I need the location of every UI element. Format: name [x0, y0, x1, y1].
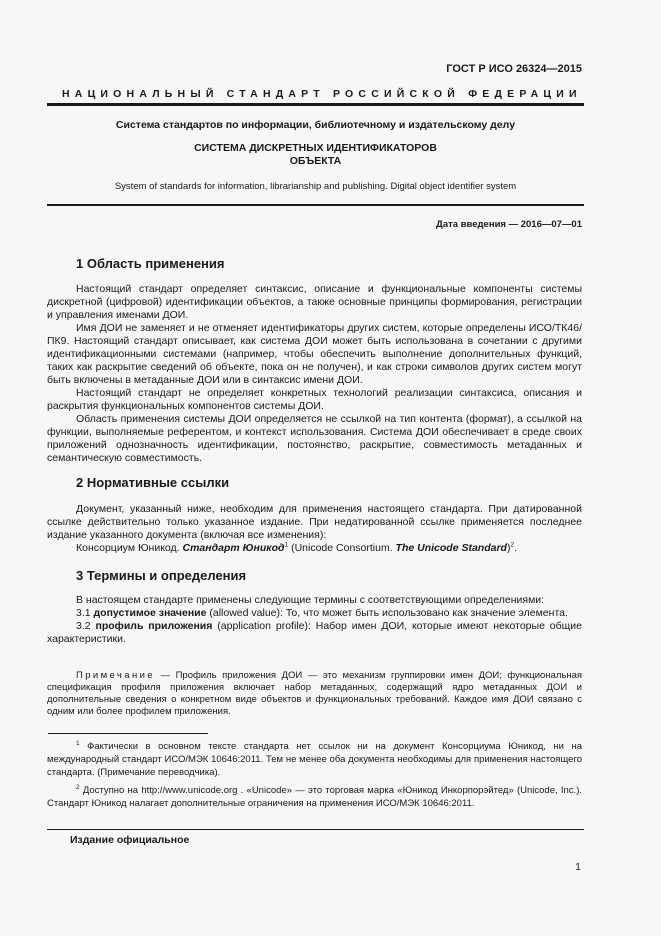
section1-paragraph: Настоящий стандарт не определяет конкретных технологий реализации синтаксиса, описания и раскрытия функциональных компонентов системы ДОИ.	[47, 387, 582, 412]
document-title-line2: ОБЪЕКТА	[289, 155, 342, 167]
header-rule	[47, 103, 584, 106]
section3-heading: 3 Термины и определения	[76, 568, 247, 583]
footnote-mark-2: 2	[510, 541, 515, 549]
series-title: Система стандартов по информации, библиотечному и издательскому делу	[115, 119, 516, 131]
note-label: Примечание	[76, 670, 155, 681]
footnote-number: 1	[76, 739, 80, 747]
reference-middle: (Unicode Consortium.	[288, 542, 396, 554]
footer-rule	[47, 829, 584, 830]
national-standard-banner: НАЦИОНАЛЬНЫЙ СТАНДАРТ РОССИЙСКОЙ ФЕДЕРАЦИИ	[62, 88, 582, 100]
term-number: 3.1	[76, 607, 94, 619]
section1-paragraph: Область применения системы ДОИ определяется не ссылкой на тип контента (формат), а ссылкой на функции, выполняемые референтом, и контекст использования. Система ДОИ обеспечивает в среде своих приложений однозначность идентификации, постоянство, раскрытие, совместимость метаданных и семантическую совместимость.	[47, 413, 582, 464]
page-number: 1	[575, 861, 581, 873]
footnote-1	[47, 740, 582, 779]
footnote-text: Доступно на http://www.unicode.org . «Unicode» — это торговая марка «Юникод Инкорпорэйтед» (Unicode, Inc.). Стандарт Юникод налагает дополнительные ограничения на применения ИСО/МЭК 10646:2011.	[47, 785, 582, 809]
section2-body	[47, 503, 582, 555]
section3-intro: В настоящем стандарте применены следующие термины с соответствующими определениями:	[76, 594, 545, 606]
section1-paragraph: Настоящий стандарт определяет синтаксис, описание и функциональные компоненты системы дискретной (цифровой) идентификации объектов, а также основные принципы формирования, регистрации и управления именами ДОИ.	[47, 283, 582, 321]
footnote-number: 2	[76, 783, 80, 791]
footnote-mark-1: 1	[284, 541, 289, 549]
term-number: 3.2	[76, 620, 96, 632]
normative-reference	[47, 542, 582, 555]
term-definition: (application profile): Набор имен ДОИ, которые имеют некоторые общие характеристики.	[47, 620, 582, 645]
footnote-paragraph	[47, 740, 582, 779]
reference-suffix: )	[506, 542, 511, 554]
introduction-date: Дата введения — 2016—07—01	[436, 219, 582, 230]
reference-title-en: The Unicode Standard	[395, 542, 507, 554]
note-text: — Профиль приложения ДОИ — это механизм группировки имен ДОИ; функциональная спецификация профиля приложения включает набор метаданных, содержащий ядро метаданных ДОИ и дополнительные сведения о конкретном виде объектов и функциональных требований. Каждое имя ДОИ связано с одним или более профилем приложения.	[47, 670, 582, 717]
document-title-line1: СИСТЕМА ДИСКРЕТНЫХ ИДЕНТИФИКАТОРОВ	[194, 142, 437, 154]
reference-title-ru: Стандарт Юникод	[182, 542, 285, 554]
term-definition: (allowed value): То, что может быть использовано как значение элемента.	[206, 607, 568, 619]
english-title: System of standards for information, librarianship and publishing. Digital object identifier system	[114, 181, 517, 192]
reference-end: .	[514, 542, 518, 554]
footnote-separator	[48, 733, 208, 734]
reference-prefix: Консорциум Юникод.	[76, 542, 183, 554]
section1-heading: 1 Область применения	[76, 256, 225, 271]
section1-paragraph: Имя ДОИ не заменяет и не отменяет идентификаторы других систем, которые определены ИСО/ТК46/ПК9. Настоящий стандарт описывает, как система ДОИ может быть использована в сочетании с другими идентификационными системами (например, чтобы обеспечить выполнение дополнительных функций, таких как раскрытие сведений об объекте, пока он не получен), и как строки символов других систем могут быть включены в метаданные ДОИ или в синтаксис имени ДОИ.	[47, 322, 582, 386]
footnote-text: Фактически в основном тексте стандарта нет ссылок ни на документ Консорциума Юникод, ни на международный стандарт ИСО/МЭК 10646:2011. Тем не менее оба документа необходимы для применения настоящего стандарта. (Примечание переводчика).	[47, 741, 582, 778]
title-rule	[47, 204, 584, 206]
term-3-2	[47, 620, 582, 646]
standard-code: ГОСТ Р ИСО 26324—2015	[446, 63, 582, 75]
section3-body	[47, 594, 582, 646]
footnote-2	[47, 784, 582, 810]
section1-body	[47, 283, 582, 465]
term-name: профиль приложения	[95, 620, 213, 632]
document-title	[47, 142, 584, 168]
footnote-paragraph	[47, 784, 582, 810]
edition-label: Издание официальное	[70, 834, 190, 846]
section2-paragraph: Документ, указанный ниже, необходим для применения настоящего стандарта. При датированной ссылке действительно только указанное издание. При недатированной ссылке применяется последнее издание указанного документа (включая все изменения):	[47, 503, 582, 541]
term-name: допустимое значение	[93, 607, 207, 619]
note-paragraph	[47, 670, 582, 718]
note-block	[47, 670, 582, 718]
term-3-1	[47, 607, 582, 620]
section2-heading: 2 Нормативные ссылки	[76, 475, 230, 490]
